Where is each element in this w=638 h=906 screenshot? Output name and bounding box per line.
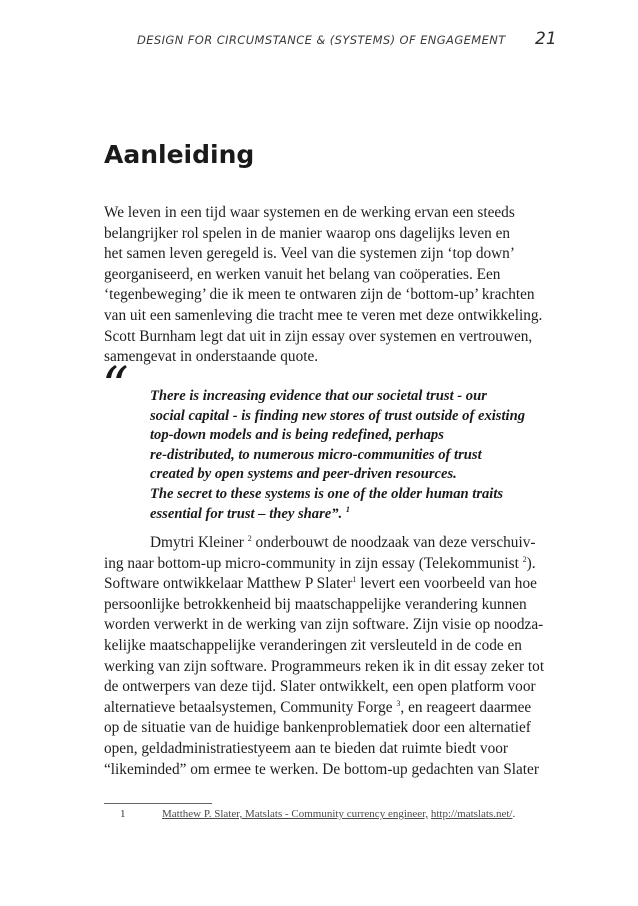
- footnote-number: 1: [120, 808, 126, 820]
- text-line: van uit een samenleving die tracht mee te veren met deze ontwikkeling.: [104, 306, 543, 324]
- text-segment: ).: [526, 554, 536, 572]
- quote-line: The secret to these systems is one of the older human traits: [150, 485, 504, 502]
- footnote-ref: 1: [352, 575, 357, 585]
- text-segment: Software ontwikkelaar Matthew P Slater: [104, 575, 353, 593]
- text-line: het samen leven geregeld is. Veel van die systemen zijn ‘top down’: [104, 245, 515, 263]
- footnote-ref: 1: [345, 504, 350, 514]
- text-line: belangrijker rol spelen in de manier waarop ons dagelijks leven en: [104, 224, 511, 242]
- intro-paragraph: [104, 203, 564, 368]
- text-line: samengevat in onderstaande quote.: [104, 348, 319, 366]
- text-segment: levert een voorbeeld van hoe: [356, 575, 537, 593]
- page-number: 21: [535, 29, 557, 49]
- quote-line: created by open systems and peer-driven resources.: [150, 466, 457, 483]
- footnote-ref: 2: [247, 533, 252, 543]
- text-line: persoonlijke betrokkenheid bij maatschappelijke verandering kunnen: [104, 595, 527, 613]
- open-quote-icon: “: [102, 357, 129, 417]
- text-line: [104, 699, 531, 716]
- block-quote: [150, 387, 525, 524]
- footnote-divider: [104, 803, 212, 804]
- text-line: kelijke maatschappelijke veranderingen zit versleuteld in de code en: [104, 636, 522, 654]
- text-segment: ing naar bottom-up micro-community in zijn essay (Telekommunist: [104, 554, 519, 572]
- text-line: We leven in een tijd waar systemen en de werking ervan een steeds: [104, 204, 515, 221]
- quote-line: essential for trust – they share”.: [150, 505, 343, 522]
- footnote: [120, 808, 515, 820]
- quote-line: top-down models and is being redefined, perhaps: [150, 427, 444, 444]
- text-line: [104, 555, 536, 572]
- text-line: werking van zijn software. Programmeurs reken ik in dit essay zeker tot: [104, 657, 545, 675]
- quote-line: There is increasing evidence that our societal trust - our: [150, 388, 487, 404]
- footnote-source-link[interactable]: Matthew P. Slater, Matslats - Community currency engineer,: [162, 808, 429, 820]
- text-segment: , en reageert daarmee: [400, 698, 532, 716]
- text-line: ‘tegenbeweging’ die ik meen te ontwaren zijn de ‘bottom-up’ krachten: [104, 286, 535, 304]
- text-line: open, geldadministratiestyeem aan te bieden dat ruimte biedt voor: [104, 739, 508, 757]
- section-heading: Aanleiding: [104, 140, 255, 169]
- quote-line: social capital - is finding new stores of trust outside of existing: [150, 407, 526, 424]
- footnote-ref: 3: [396, 698, 401, 708]
- text-segment: alternatieve betaalsystemen, Community Forge: [104, 698, 393, 716]
- text-segment: onderbouwt de noodzaak van deze verschuiv-: [251, 534, 536, 551]
- footnote-url-link[interactable]: http://matslats.net/: [430, 808, 513, 820]
- text-line: [104, 575, 537, 592]
- text-line: Scott Burnham legt dat uit in zijn essay over systemen en vertrouwen,: [104, 327, 533, 345]
- text-line: de ontwerpers van deze tijd. Slater ontwikkelt, een open platform voor: [104, 678, 536, 696]
- text-segment: Dmytri Kleiner: [150, 534, 244, 551]
- footnote-trailing: .: [512, 808, 516, 820]
- text-line: [104, 534, 535, 551]
- footnote-ref: 2: [522, 554, 527, 564]
- running-header: DESIGN FOR CIRCUMSTANCE & (SYSTEMS) OF ENGAGEMENT: [137, 33, 506, 47]
- body-paragraph: [104, 533, 564, 780]
- text-line: op de situatie van de huidige bankenproblematiek door een alternatief: [104, 719, 531, 737]
- text-line: “likeminded” om ermee te werken. De bottom-up gedachten van Slater: [104, 760, 539, 778]
- quote-line: re-distributed, to numerous micro-communities of trust: [150, 446, 482, 463]
- text-line: georganiseerd, en werken vanuit het belang van coöperaties. Een: [104, 265, 501, 283]
- text-line: worden verwerkt in de werking van zijn software. Zijn visie op noodza-: [104, 616, 544, 634]
